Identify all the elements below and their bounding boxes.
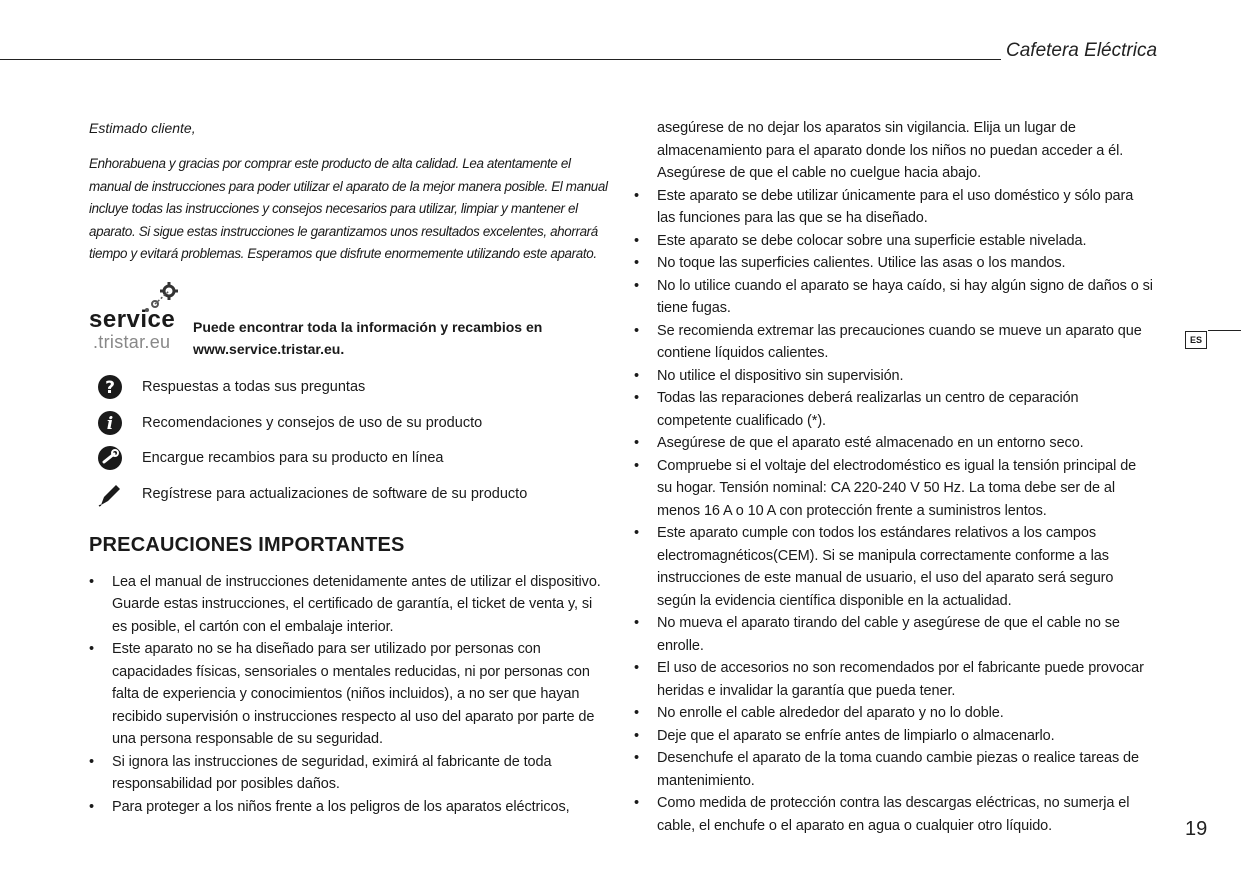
list-item-continuation: asegúrese de no dejar los aparatos sin vigilancia. Elija un lugar de almacenamiento para el aparato donde los niños no puedan acceder a él. Asegúrese de que el cable no cuelgue hacia abajo.	[657, 120, 1124, 181]
list-item: • Lea el manual de instrucciones detenidamente antes de utilizar el dispositivo. Guarde estas instrucciones, el certificado de garantía, el ticket de venta y, si es posible, el cartón con el embalaje interior.	[89, 571, 609, 639]
question-icon	[97, 374, 123, 400]
feature-item	[89, 405, 609, 441]
feature-label: Recomendaciones y consejos de uso de su producto	[142, 414, 483, 431]
list-item: • Compruebe si el voltaje del electrodoméstico es igual la tensión principal de su hogar. Tensión nominal: CA 220-240 V 50 Hz. La toma debe ser de al menos 16 A o 10 A con protección frente a suministros lentos.	[634, 455, 1154, 523]
feature-item	[89, 441, 609, 477]
info-icon	[97, 410, 123, 436]
list-item: • No toque las superficies calientes. Utilice las asas o los mandos.	[634, 252, 1154, 275]
feature-label: Regístrese para actualizaciones de software de su producto	[142, 485, 528, 502]
logo-domain-text: .tristar.eu	[93, 331, 171, 352]
list-item: • Este aparato se debe colocar sobre una superficie estable nivelada.	[634, 230, 1154, 253]
list-item: • Deje que el aparato se enfríe antes de limpiarlo o almacenarlo.	[634, 725, 1154, 748]
language-tag: ES	[1185, 331, 1207, 349]
service-info-line: Puede encontrar toda la información y recambios en	[193, 318, 543, 335]
language-tab-rule	[1208, 330, 1241, 331]
feature-item	[89, 476, 609, 512]
page-number: 19	[1185, 818, 1208, 840]
list-item: • Si ignora las instrucciones de seguridad, eximirá al fabricante de toda responsabilidad por posibles daños.	[89, 751, 609, 796]
svg-text:i: i	[106, 413, 114, 434]
page-header-title: Cafetera Eléctrica	[1006, 40, 1158, 61]
list-item: • El uso de accesorios no son recomendados por el fabricante puede provocar heridas e invalidar la garantía que pueda tener.	[634, 657, 1154, 702]
list-item: • Como medida de protección contra las descargas eléctricas, no sumerja el cable, el enchufe o el aparato en agua o cualquier otro líquido.	[634, 792, 1154, 837]
service-tristar-logo	[89, 282, 187, 358]
left-column	[89, 117, 609, 818]
list-item: • No lo utilice cuando el aparato se haya caído, si hay algún signo de daños o si tiene fugas.	[634, 275, 1154, 320]
precautions-list-right	[634, 185, 1154, 838]
salutation: Estimado cliente,	[89, 120, 196, 136]
list-item: • Todas las reparaciones deberá realizarlas un centro de ceparación competente cualificado (*).	[634, 387, 1154, 432]
list-item: • Para proteger a los niños frente a los peligros de los aparatos eléctricos,	[89, 796, 609, 819]
list-item: • No enrolle el cable alrededor del aparato y no lo doble.	[634, 702, 1154, 725]
list-item: • Se recomienda extremar las precauciones cuando se mueve un aparato que contiene líquidos calientes.	[634, 320, 1154, 365]
service-url: www.service.tristar.eu.	[193, 340, 345, 357]
feature-label: Encargue recambios para su producto en línea	[142, 450, 444, 467]
feature-list	[89, 370, 609, 512]
header-rule	[0, 59, 1001, 60]
svg-text:?: ?	[105, 378, 115, 399]
service-info-text	[193, 316, 542, 360]
precautions-list-left	[89, 571, 609, 819]
wrench-icon	[97, 445, 123, 471]
pen-icon	[97, 481, 123, 507]
list-item: • Este aparato cumple con todos los estándares relativos a los campos electromagnéticos(CEM). Si se manipula correctamente conforme a las instrucciones de este manual de usuario, el uso del aparato será seguro según la evidencia científica disponible en la actualidad.	[634, 522, 1154, 612]
list-item: • Este aparato no se ha diseñado para ser utilizado por personas con capacidades físicas, sensoriales o mentales reducidas, ni por personas con falta de experiencia y conocimientos (niños incluidos), a no ser que hayan recibido supervisión o instrucciones respecto al uso del aparato por parte de una persona responsable de su seguridad.	[89, 638, 609, 751]
right-column	[634, 117, 1154, 837]
list-item: • No utilice el dispositivo sin supervisión.	[634, 365, 1154, 388]
list-item: • Desenchufe el aparato de la toma cuando cambie piezas o realice tareas de mantenimiento.	[634, 747, 1154, 792]
service-block	[89, 282, 609, 358]
list-item: • Este aparato se debe utilizar únicamente para el uso doméstico y sólo para las funciones para las que se ha diseñado.	[634, 185, 1154, 230]
list-item: • Asegúrese de que el aparato esté almacenado en un entorno seco.	[634, 432, 1154, 455]
list-item: • No mueva el aparato tirando del cable y asegúrese de que el cable no se enrolle.	[634, 612, 1154, 657]
feature-item	[89, 370, 609, 406]
feature-label: Respuestas a todas sus preguntas	[142, 379, 366, 396]
logo-service-text: service	[89, 305, 176, 333]
section-heading: PRECAUCIONES IMPORTANTES	[89, 533, 405, 556]
intro-paragraph: Enhorabuena y gracias por comprar este producto de alta calidad. Lea atentamente el manual de instrucciones para poder utilizar el aparato de la mejor manera posible. El manual incluye todas las instrucciones y consejos necesarios para utilizar, limpiar y mantener el aparato. Si sigue estas instrucciones le garantizamos unos resultados excelentes, ahorrará tiempo y evitará problemas. Esperamos que disfrute enormemente utilizando este aparato.	[89, 156, 608, 261]
